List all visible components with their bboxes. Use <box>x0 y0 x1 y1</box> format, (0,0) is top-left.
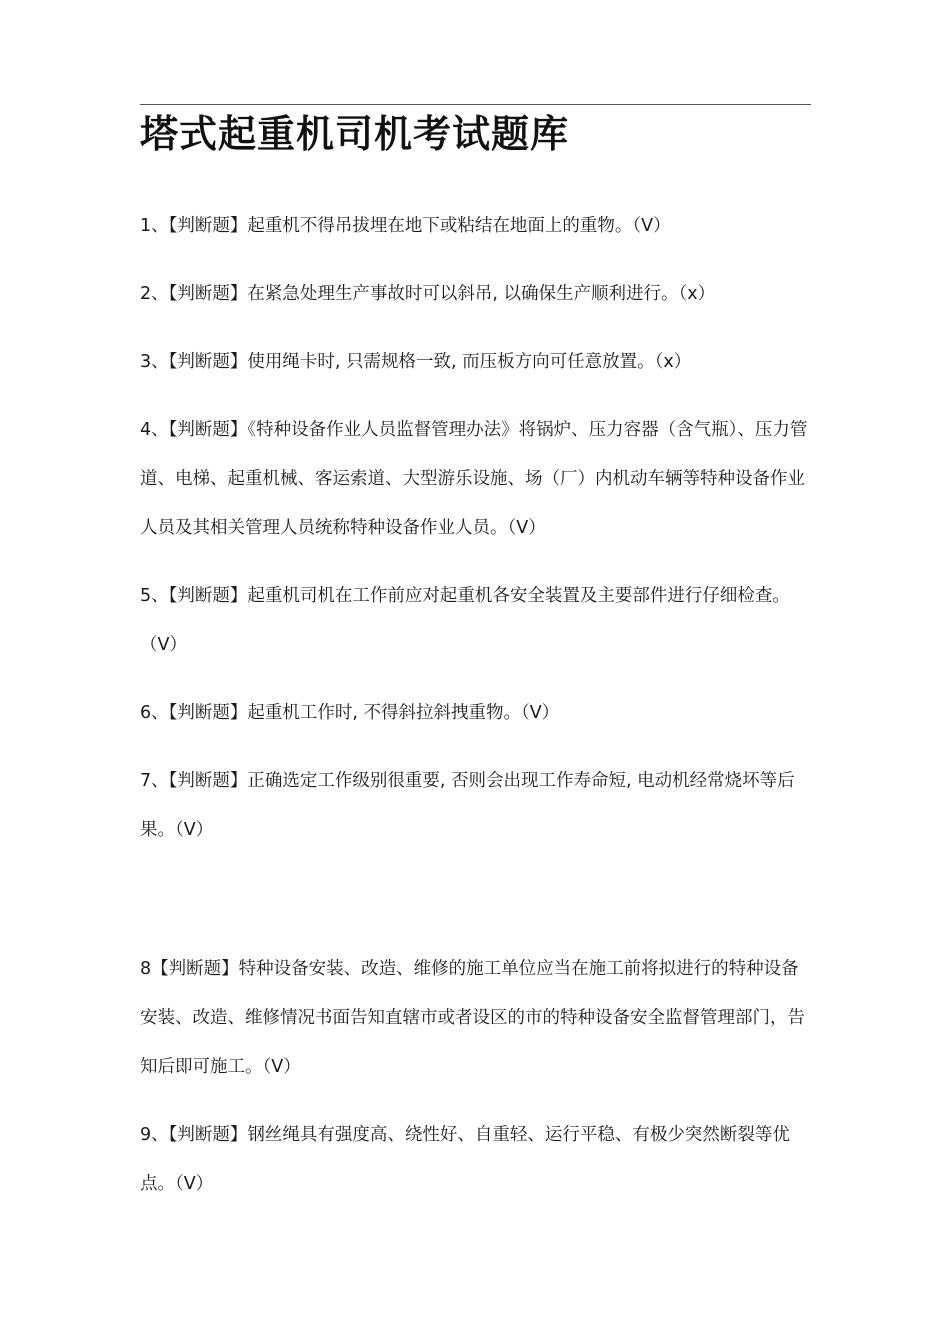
question-answer: （V） <box>262 1057 301 1077</box>
question-item-6 <box>140 689 812 738</box>
question-number: 2、 <box>140 284 169 304</box>
question-answer: （V） <box>175 1174 214 1194</box>
question-type-tag: 【判断题】 <box>168 703 248 723</box>
question-text: 起重机工作时, 不得斜拉斜拽重物。 <box>247 703 522 723</box>
question-type-tag: 【判断题】 <box>168 771 248 791</box>
header-rule <box>140 104 811 105</box>
question-type-tag: 【判断题】 <box>168 352 248 372</box>
question-text: 钢丝绳具有强度高、绕性好、自重轻、运行平稳、有极少突然断裂等优点。 <box>140 1125 790 1194</box>
question-answer: （x） <box>654 352 692 372</box>
question-text: 起重机不得吊拔埋在地下或粘结在地面上的重物。 <box>247 216 633 236</box>
question-type-tag: 【判断题】 <box>168 216 248 236</box>
question-type-tag: 【判断题】 <box>168 284 248 304</box>
question-number: 5、 <box>140 586 169 606</box>
question-number: 1、 <box>140 216 169 236</box>
question-answer: （V） <box>521 703 560 723</box>
question-number: 3、 <box>140 352 169 372</box>
question-answer: （V） <box>175 820 214 840</box>
question-type-tag: 【判断题】 <box>168 1125 248 1145</box>
document-title: 塔式起重机司机考试题库 <box>140 112 570 156</box>
question-type-tag: 【判断题】 <box>168 420 248 440</box>
question-item-3 <box>140 338 812 387</box>
question-number: 4、 <box>140 420 169 440</box>
question-text: 《特种设备作业人员监督管理办法》将锅炉、压力容器（含气瓶）、压力管道、电梯、起重机械、客运索道、大型游乐设施、场（厂）内机动车辆等特种设备作业人员及其相关管理人员统称特种设备作业人员。 <box>140 420 808 538</box>
question-item-9 <box>140 1111 812 1209</box>
question-text: 特种设备安装、改造、维修的施工单位应当在施工前将拟进行的特种设备安装、改造、维修情况书面告知直辖市或者设区的市的特种设备安全监督管理部门，告知后即可施工。 <box>140 959 805 1077</box>
question-text: 使用绳卡时, 只需规格一致, 而压板方向可任意放置。 <box>247 352 655 372</box>
question-answer: （V） <box>140 635 187 655</box>
question-answer: （V） <box>632 216 671 236</box>
question-type-tag: 【判断题】 <box>168 586 248 606</box>
question-item-7 <box>140 757 812 855</box>
question-type-tag: 【判断题】 <box>151 959 239 979</box>
question-text: 在紧急处理生产事故时可以斜吊, 以确保生产顺利进行。 <box>247 284 679 304</box>
question-item-2 <box>140 270 812 319</box>
question-answer: （V） <box>507 518 546 538</box>
question-text: 正确选定工作级别很重要, 否则会出现工作寿命短, 电动机经常烧坏等后果。 <box>140 771 795 840</box>
question-number: 9、 <box>140 1125 169 1145</box>
question-item-1 <box>140 202 812 251</box>
question-number: 6、 <box>140 703 169 723</box>
question-answer: （x） <box>678 284 716 304</box>
question-text: 起重机司机在工作前应对起重机各安全装置及主要部件进行仔细检查。 <box>247 586 790 606</box>
question-number: 7、 <box>140 771 169 791</box>
question-number: 8 <box>140 959 152 979</box>
question-list <box>140 202 812 1228</box>
question-item-4 <box>140 406 812 553</box>
question-item-8 <box>140 945 812 1092</box>
question-item-5 <box>140 572 812 670</box>
